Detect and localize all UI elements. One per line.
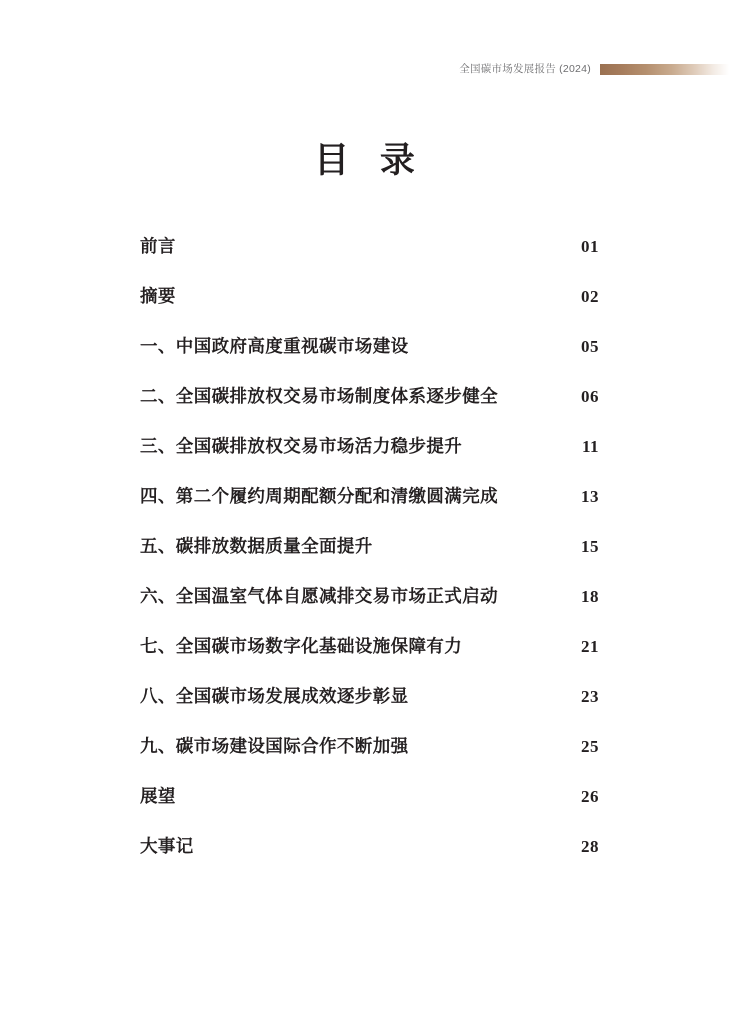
toc-entry-label: 六、全国温室气体自愿减排交易市场正式启动 <box>140 586 498 606</box>
toc-entry-label: 前言 <box>140 236 176 256</box>
toc-entry[interactable] <box>140 338 599 388</box>
toc-entry[interactable] <box>140 688 599 738</box>
toc-entry-page-number: 02 <box>581 287 599 306</box>
toc-entry-page-number: 01 <box>581 237 599 256</box>
toc-entry-page-number: 23 <box>581 687 599 706</box>
toc-entry[interactable] <box>140 438 599 488</box>
toc-entry-page-number: 18 <box>581 587 599 606</box>
toc-entry[interactable] <box>140 288 599 338</box>
toc-entry-page-number: 06 <box>581 387 599 406</box>
toc-entry-label: 五、碳排放数据质量全面提升 <box>140 536 373 556</box>
toc-entry-label: 展望 <box>140 786 176 806</box>
toc-entry[interactable] <box>140 638 599 688</box>
toc-entry[interactable] <box>140 538 599 588</box>
page-title: 目 录 <box>314 141 426 180</box>
toc-entry-label: 摘要 <box>140 286 176 306</box>
toc-entry-label: 九、碳市场建设国际合作不断加强 <box>140 736 409 756</box>
toc-entry-page-number: 26 <box>581 787 599 806</box>
toc-entry-page-number: 13 <box>581 487 599 506</box>
toc-entry[interactable] <box>140 388 599 438</box>
toc-entry-page-number: 21 <box>581 637 599 656</box>
toc-entry-label: 二、全国碳排放权交易市场制度体系逐步健全 <box>140 386 498 406</box>
toc-entry-page-number: 15 <box>581 537 599 556</box>
toc-entry[interactable] <box>140 488 599 538</box>
table-of-contents <box>140 238 599 888</box>
toc-entry-label: 八、全国碳市场发展成效逐步彰显 <box>140 686 409 706</box>
toc-entry-label: 一、中国政府高度重视碳市场建设 <box>140 336 409 356</box>
toc-entry[interactable] <box>140 238 599 288</box>
toc-entry-label: 四、第二个履约周期配额分配和清缴圆满完成 <box>140 486 498 506</box>
toc-entry[interactable] <box>140 738 599 788</box>
header-gradient-rule <box>600 64 729 75</box>
toc-entry-label: 七、全国碳市场数字化基础设施保障有力 <box>140 636 463 656</box>
toc-entry[interactable] <box>140 838 599 888</box>
page-header <box>0 58 729 80</box>
running-header-title: 全国碳市场发展报告 (2024) <box>459 62 591 75</box>
toc-entry-page-number: 25 <box>581 737 599 756</box>
toc-entry-page-number: 05 <box>581 337 599 356</box>
toc-entry[interactable] <box>140 588 599 638</box>
toc-entry[interactable] <box>140 788 599 838</box>
toc-entry-page-number: 28 <box>581 837 599 856</box>
toc-entry-label: 大事记 <box>140 836 194 856</box>
toc-entry-page-number: 11 <box>581 437 599 456</box>
toc-entry-label: 三、全国碳排放权交易市场活力稳步提升 <box>140 436 463 456</box>
